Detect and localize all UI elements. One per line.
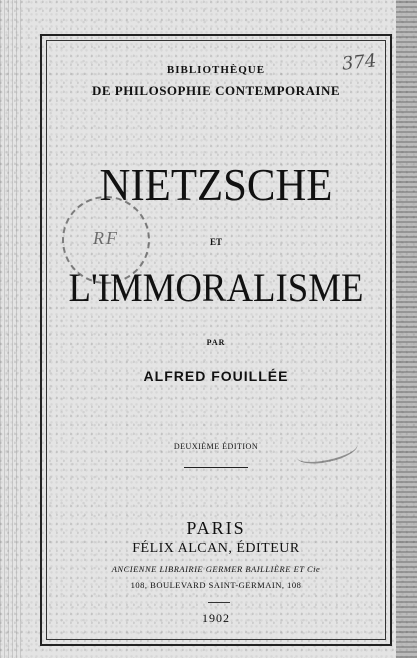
publisher-address: 108, BOULEVARD SAINT-GERMAIN, 108 xyxy=(130,580,302,590)
publisher-former-name: ANCIENNE LIBRAIRIE GERMER BAILLIÈRE ET Cie xyxy=(111,564,321,574)
title-line2: L'IMMORALISME xyxy=(68,265,364,310)
author-name: ALFRED FOUILLÉE xyxy=(143,368,289,384)
publisher-name: FÉLIX ALCAN, ÉDITEUR xyxy=(132,541,300,556)
publisher-city: PARIS xyxy=(186,518,246,538)
stamp-text: RF xyxy=(93,228,119,248)
title-joiner: ET xyxy=(209,237,222,247)
divider-rule xyxy=(184,467,248,468)
byline-par: PAR xyxy=(206,338,226,347)
series-name-line2: DE PHILOSOPHIE CONTEMPORAINE xyxy=(91,83,341,98)
publisher-rule xyxy=(208,602,230,603)
title-line1: NIETZSCHE xyxy=(99,159,333,210)
edition-label: DEUXIÈME ÉDITION xyxy=(173,442,259,451)
binding-edge xyxy=(0,0,24,658)
series-name-line1: BIBLIOTHÈQUE xyxy=(166,64,266,76)
shelf-mark: 374 xyxy=(340,50,378,75)
publication-year: 1902 xyxy=(202,611,230,625)
page-edge xyxy=(396,0,417,658)
